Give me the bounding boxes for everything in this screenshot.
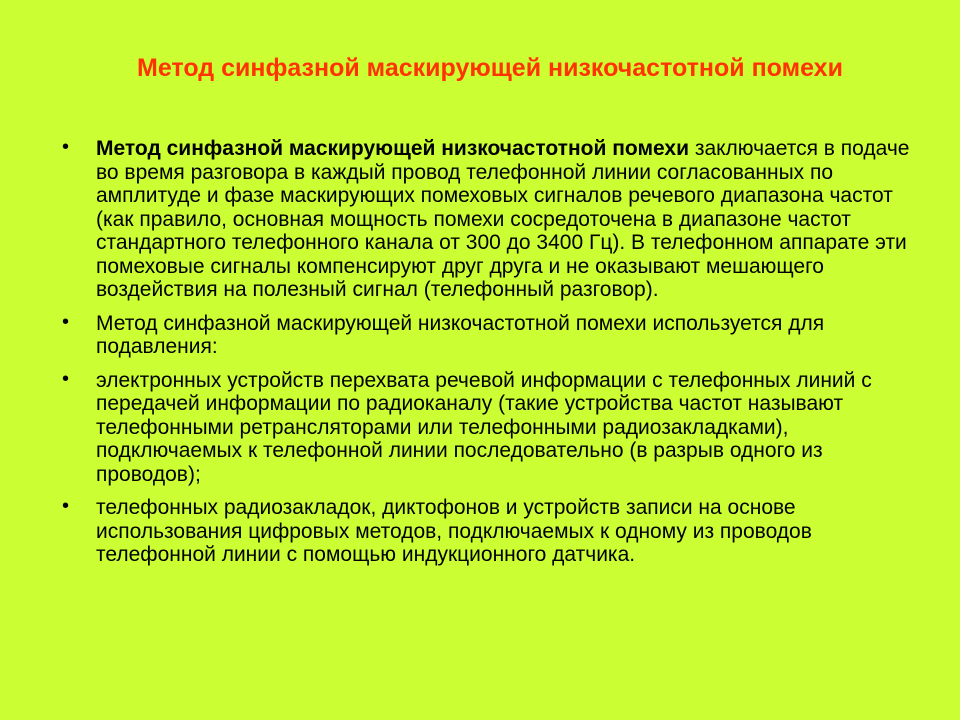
- bullet-icon: •: [62, 495, 70, 517]
- list-item-body: электронных устройств перехвата речевой информации с телефонных линий с передачей информации по радиоканалу (такие устройства частот называют телефонными ретрансляторами или телефонными радиозакладками), подключаемых к телефонной линии последовательно (в разрыв одного из проводов);: [96, 368, 872, 486]
- bullet-list: [62, 137, 932, 577]
- list-item-body: заключается в подаче во время разговора в каждый провод телефонной линии согласованных по амплитуде и фазе маскирующих помеховых сигналов речевого диапазона частот (как правило, основная мощность помехи сосредоточена в диапазоне частот стандартного телефонного канала от 300 до 3400 Гц). В телефонном аппарате эти помеховые сигналы компенсируют друг друга и не оказывают мешающего воздействия на полезный сигнал (телефонный разговор).: [96, 137, 910, 301]
- bullet-icon: •: [62, 310, 70, 333]
- list-item: [62, 496, 932, 567]
- list-item-lead: Метод синфазной маскирующей низкочастотной помехи: [96, 137, 689, 160]
- list-item-text: [96, 496, 932, 567]
- list-item: [62, 137, 932, 302]
- list-item: [62, 312, 932, 359]
- list-item-body: Метод синфазной маскирующей низкочастотной помехи используется для подавления:: [96, 311, 825, 358]
- slide-title: Метод синфазной маскирующей низкочастотной помехи: [137, 54, 843, 82]
- list-item-text: [96, 137, 932, 302]
- bullet-icon: •: [62, 136, 70, 158]
- list-item: [62, 369, 932, 487]
- list-item-text: [96, 369, 932, 487]
- bullet-icon: •: [62, 367, 70, 390]
- list-item-body: телефонных радиозакладок, диктофонов и устройств записи на основе использования цифровых методов, подключаемых к одному из проводов телефонной линии с помощью индукционного датчика.: [96, 496, 812, 566]
- list-item-text: [96, 312, 932, 359]
